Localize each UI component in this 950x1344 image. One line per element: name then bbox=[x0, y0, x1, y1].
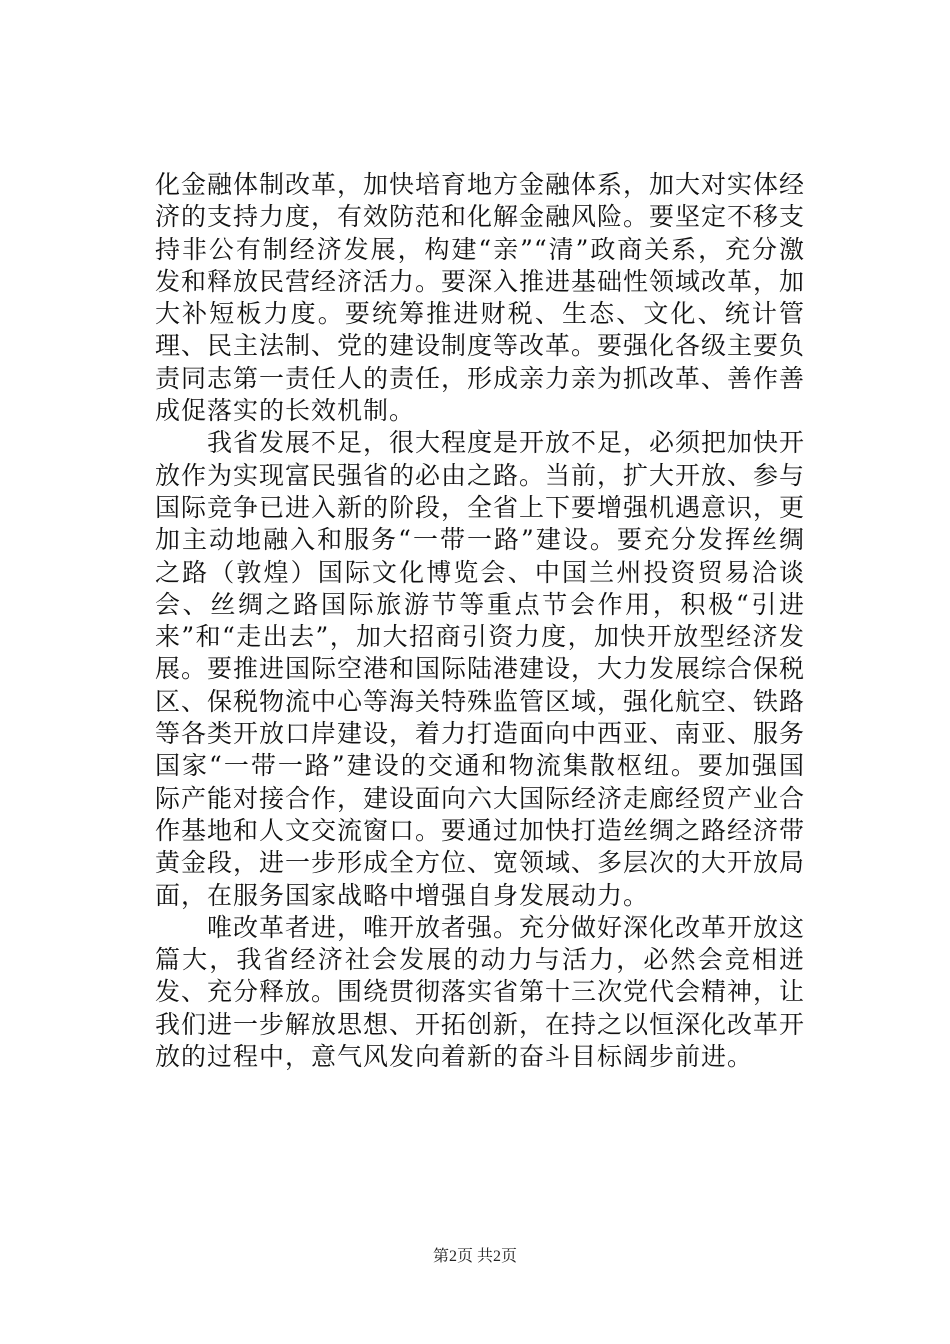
paragraph-3: 唯改革者进，唯开放者强。充分做好深化改革开放这篇大，我省经济社会发展的动力与活力，必然会竞相迸发、充分释放。围绕贯彻落实省第十三次党代会精神，让我们进一步解放思想、开拓创新，在持之以恒深化改革开放的过程中，意气风发向着新的奋斗目标阔步前进。 bbox=[155, 912, 806, 1072]
paragraph-1: 化金融体制改革，加快培育地方金融体系，加大对实体经济的支持力度，有效防范和化解金融风险。要坚定不移支持非公有制经济发展，构建“亲”“清”政商关系，充分激发和释放民营经济活力。要深入推进基础性领域改革，加大补短板力度。要统筹推进财税、生态、文化、统计管理、民主法制、党的建设制度等改革。要强化各级主要负责同志第一责任人的责任，形成亲力亲为抓改革、善作善成促落实的长效机制。 bbox=[155, 170, 806, 426]
article-body bbox=[155, 169, 805, 1073]
paragraph-2: 我省发展不足，很大程度是开放不足，必须把加快开放作为实现富民强省的必由之路。当前，扩大开放、参与国际竞争已进入新的阶段，全省上下要增强机遇意识，更加主动地融入和服务“一带一路”建设。要充分发挥丝绸之路（敦煌）国际文化博览会、中国兰州投资贸易洽谈会、丝绸之路国际旅游节等重点节会作用，积极“引进来”和“走出去”，加大招商引资力度，加快开放型经济发展。要推进国际空港和国际陆港建设，大力发展综合保税区、保税物流中心等海关特殊监管区域，强化航空、铁路等各类开放口岸建设，着力打造面向中西亚、南亚、服务国家“一带一路”建设的交通和物流集散枢纽。要加强国际产能对接合作，建设面向六大国际经济走廊经贸产业合作基地和人文交流窗口。要通过加快打造丝绸之路经济带黄金段，进一步形成全方位、宽领域、多层次的大开放局面，在服务国家战略中增强自身发展动力。 bbox=[155, 428, 806, 910]
page-number-footer: 第2页 共2页 bbox=[432, 1248, 517, 1265]
